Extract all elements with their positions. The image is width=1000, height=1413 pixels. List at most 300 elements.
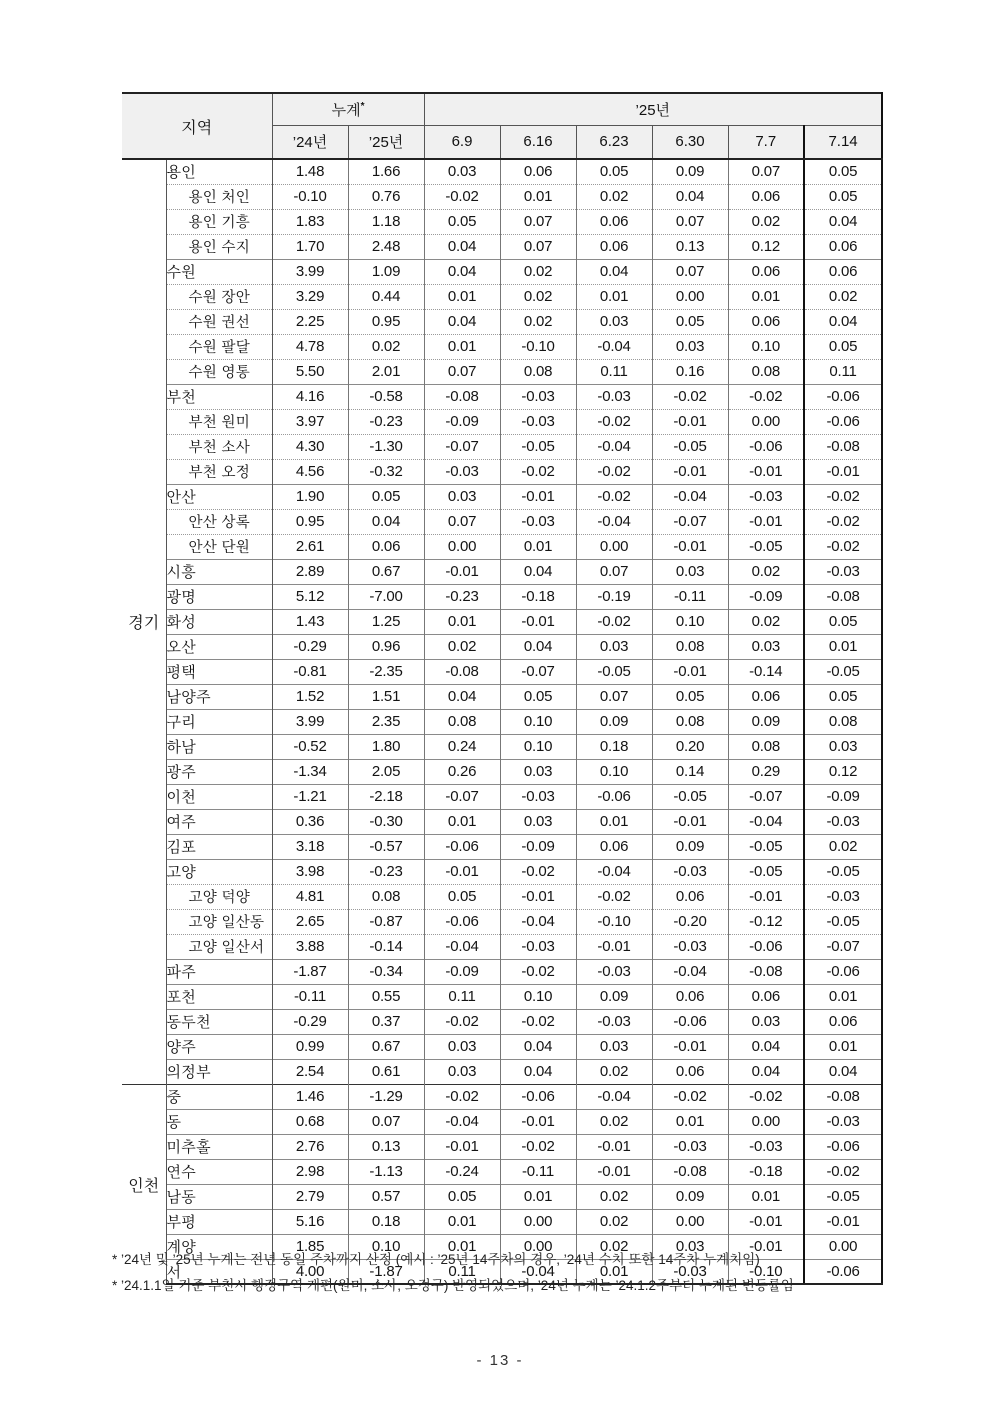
value-cell: 0.00 (500, 1209, 576, 1234)
value-cell: 0.01 (424, 809, 500, 834)
value-cell: -0.11 (652, 584, 728, 609)
value-cell: 0.04 (500, 634, 576, 659)
value-cell: 0.04 (424, 259, 500, 284)
value-cell: 3.18 (272, 834, 348, 859)
region-name-cell: 화성 (166, 609, 272, 634)
table-row (122, 509, 882, 534)
value-cell: 0.00 (728, 1109, 804, 1134)
value-cell: 0.01 (500, 1184, 576, 1209)
value-cell: 0.02 (728, 209, 804, 234)
region-name-cell: 부천 (166, 384, 272, 409)
value-cell: 0.03 (652, 559, 728, 584)
value-cell: 0.03 (500, 809, 576, 834)
value-cell: 2.01 (348, 359, 424, 384)
value-cell: -0.04 (500, 1259, 576, 1284)
region-name-cell: 고양 일산서 (166, 934, 272, 959)
value-cell: -0.03 (804, 809, 882, 834)
value-cell: -0.01 (652, 1034, 728, 1059)
value-cell: -7.00 (348, 584, 424, 609)
value-cell: -0.01 (652, 809, 728, 834)
value-cell: -0.06 (500, 1084, 576, 1109)
table-row (122, 459, 882, 484)
value-cell: 0.03 (424, 1034, 500, 1059)
value-cell: -0.08 (728, 959, 804, 984)
value-cell: 0.09 (728, 709, 804, 734)
value-cell: 0.06 (576, 209, 652, 234)
value-cell: 0.11 (576, 359, 652, 384)
value-cell: -0.12 (728, 909, 804, 934)
table-row (122, 1209, 882, 1234)
value-cell: 0.05 (652, 309, 728, 334)
value-cell: 1.70 (272, 234, 348, 259)
value-cell: 0.09 (652, 1184, 728, 1209)
value-cell: 0.01 (500, 534, 576, 559)
value-cell: -0.05 (576, 659, 652, 684)
region-name-cell: 연수 (166, 1159, 272, 1184)
value-cell: -0.01 (500, 1109, 576, 1134)
value-cell: 1.46 (272, 1084, 348, 1109)
value-cell: -0.03 (652, 934, 728, 959)
value-cell: 0.67 (348, 1034, 424, 1059)
value-cell: 0.01 (576, 809, 652, 834)
header-col-week-7-14: 7.14 (804, 125, 882, 159)
value-cell: -0.02 (424, 1009, 500, 1034)
value-cell: 0.03 (652, 334, 728, 359)
value-cell: -0.07 (424, 784, 500, 809)
value-cell: -1.13 (348, 1159, 424, 1184)
value-cell: 0.10 (576, 759, 652, 784)
value-cell: -0.09 (500, 834, 576, 859)
value-cell: -0.02 (500, 1009, 576, 1034)
value-cell: -0.04 (576, 334, 652, 359)
value-cell: -0.02 (728, 1084, 804, 1109)
value-cell: 0.07 (500, 209, 576, 234)
value-cell: 2.65 (272, 909, 348, 934)
value-cell: 0.04 (500, 1059, 576, 1084)
table-row (122, 1159, 882, 1184)
value-cell: 0.06 (652, 1059, 728, 1084)
value-cell: 2.25 (272, 309, 348, 334)
value-cell: 0.08 (424, 709, 500, 734)
value-cell: -0.01 (424, 859, 500, 884)
header-cumulative-label: 누계 (331, 101, 361, 119)
value-cell: 0.02 (576, 184, 652, 209)
value-cell: 0.05 (804, 159, 882, 184)
value-cell: 0.01 (424, 334, 500, 359)
value-cell: 0.06 (804, 259, 882, 284)
value-cell: 0.02 (500, 259, 576, 284)
value-cell: 2.61 (272, 534, 348, 559)
value-cell: 0.04 (804, 1059, 882, 1084)
value-cell: -0.01 (728, 884, 804, 909)
value-cell: 1.25 (348, 609, 424, 634)
value-cell: -0.02 (500, 959, 576, 984)
value-cell: 0.05 (500, 684, 576, 709)
province-label: 인천 (122, 1084, 166, 1284)
value-cell: 5.12 (272, 584, 348, 609)
table-row (122, 159, 882, 184)
value-cell: -0.05 (652, 434, 728, 459)
value-cell: -0.11 (500, 1159, 576, 1184)
value-cell: -0.23 (348, 409, 424, 434)
region-name-cell: 여주 (166, 809, 272, 834)
value-cell: 0.06 (348, 534, 424, 559)
value-cell: 0.05 (804, 334, 882, 359)
value-cell: -0.01 (500, 884, 576, 909)
value-cell: 0.02 (728, 559, 804, 584)
value-cell: 0.06 (576, 234, 652, 259)
value-cell: -0.30 (348, 809, 424, 834)
table-row (122, 1034, 882, 1059)
value-cell: 0.04 (804, 309, 882, 334)
value-cell: 0.01 (728, 284, 804, 309)
value-cell: 0.18 (348, 1209, 424, 1234)
value-cell: -0.01 (652, 459, 728, 484)
value-cell: -0.07 (424, 434, 500, 459)
value-cell: 0.36 (272, 809, 348, 834)
value-cell: 0.04 (348, 509, 424, 534)
value-cell: 0.00 (728, 409, 804, 434)
table-row (122, 184, 882, 209)
value-cell: -0.08 (424, 384, 500, 409)
footnote-1: * ’24년 및 ’25년 누계는 전년 동일 주차까지 산정 (예시 : ’25년 14주차의 경우, ’24년 수치 또한 14주차 누계치임) (112, 1252, 760, 1267)
value-cell: 0.02 (576, 1234, 652, 1259)
value-cell: 0.37 (348, 1009, 424, 1034)
value-cell: -0.03 (728, 1134, 804, 1159)
value-cell: -0.05 (728, 859, 804, 884)
value-cell: 0.03 (424, 484, 500, 509)
value-cell: 0.02 (424, 634, 500, 659)
value-cell: 1.51 (348, 684, 424, 709)
value-cell: -0.04 (652, 959, 728, 984)
value-cell: 0.01 (576, 1259, 652, 1284)
region-name-cell: 수원 영통 (166, 359, 272, 384)
value-cell: 0.10 (500, 984, 576, 1009)
value-cell: 0.07 (576, 559, 652, 584)
value-cell: -0.01 (652, 409, 728, 434)
table-row (122, 284, 882, 309)
value-cell: 5.16 (272, 1209, 348, 1234)
value-cell: -0.23 (424, 584, 500, 609)
table-row (122, 209, 882, 234)
value-cell: -0.01 (728, 1234, 804, 1259)
table-body (122, 159, 882, 1284)
value-cell: 1.43 (272, 609, 348, 634)
value-cell: 0.67 (348, 559, 424, 584)
value-cell: 3.98 (272, 859, 348, 884)
region-name-cell: 이천 (166, 784, 272, 809)
table-row (122, 1084, 882, 1109)
value-cell: 0.01 (576, 284, 652, 309)
value-cell: 0.02 (804, 284, 882, 309)
table-row (122, 259, 882, 284)
value-cell: 0.08 (728, 359, 804, 384)
value-cell: 4.56 (272, 459, 348, 484)
value-cell: -0.32 (348, 459, 424, 484)
table-row (122, 359, 882, 384)
value-cell: -2.35 (348, 659, 424, 684)
value-cell: -0.05 (804, 1184, 882, 1209)
region-name-cell: 오산 (166, 634, 272, 659)
value-cell: 0.07 (348, 1109, 424, 1134)
value-cell: -0.11 (272, 984, 348, 1009)
value-cell: 0.01 (804, 634, 882, 659)
region-name-cell: 안산 (166, 484, 272, 509)
value-cell: 0.07 (424, 359, 500, 384)
table-row (122, 909, 882, 934)
value-cell: -0.05 (804, 909, 882, 934)
value-cell: 0.06 (804, 234, 882, 259)
region-name-cell: 파주 (166, 959, 272, 984)
value-cell: -0.01 (728, 1209, 804, 1234)
value-cell: 1.09 (348, 259, 424, 284)
value-cell: -1.34 (272, 759, 348, 784)
value-cell: 0.99 (272, 1034, 348, 1059)
value-cell: 0.05 (424, 209, 500, 234)
value-cell: 0.03 (500, 759, 576, 784)
value-cell: 0.03 (728, 634, 804, 659)
value-cell: 0.04 (728, 1034, 804, 1059)
table-row (122, 584, 882, 609)
value-cell: -0.05 (728, 534, 804, 559)
value-cell: -0.02 (500, 459, 576, 484)
value-cell: -0.03 (652, 859, 728, 884)
value-cell: 4.16 (272, 384, 348, 409)
value-cell: 0.02 (576, 1109, 652, 1134)
value-cell: -0.03 (576, 1009, 652, 1034)
value-cell: -0.08 (804, 584, 882, 609)
value-cell: 0.03 (576, 634, 652, 659)
region-name-cell: 동두천 (166, 1009, 272, 1034)
value-cell: 0.02 (576, 1209, 652, 1234)
value-cell: -0.03 (804, 1109, 882, 1134)
table-row (122, 609, 882, 634)
value-cell: -0.01 (424, 559, 500, 584)
value-cell: -0.29 (272, 1009, 348, 1034)
value-cell: -0.18 (728, 1159, 804, 1184)
value-cell: -0.04 (576, 509, 652, 534)
value-cell: 0.03 (576, 1034, 652, 1059)
value-cell: 0.06 (728, 259, 804, 284)
region-name-cell: 용인 (166, 159, 272, 184)
region-name-cell: 광주 (166, 759, 272, 784)
value-cell: 0.04 (424, 684, 500, 709)
value-cell: -0.04 (576, 859, 652, 884)
value-cell: 0.95 (348, 309, 424, 334)
value-cell: -0.04 (576, 1084, 652, 1109)
value-cell: -0.10 (576, 909, 652, 934)
table-row (122, 334, 882, 359)
region-name-cell: 광명 (166, 584, 272, 609)
value-cell: -0.09 (804, 784, 882, 809)
value-cell: 0.01 (804, 984, 882, 1009)
region-name-cell: 계양 (166, 1234, 272, 1259)
value-cell: -0.20 (652, 909, 728, 934)
value-cell: -0.02 (804, 534, 882, 559)
value-cell: 0.09 (652, 834, 728, 859)
value-cell: -0.06 (804, 1259, 882, 1284)
value-cell: 0.03 (652, 1234, 728, 1259)
value-cell: -1.30 (348, 434, 424, 459)
value-cell: 0.05 (652, 684, 728, 709)
value-cell: -0.03 (500, 409, 576, 434)
value-cell: -0.01 (500, 609, 576, 634)
value-cell: -0.03 (804, 884, 882, 909)
value-cell: 0.12 (804, 759, 882, 784)
region-name-cell: 동 (166, 1109, 272, 1134)
value-cell: -0.06 (576, 784, 652, 809)
value-cell: -0.09 (424, 409, 500, 434)
value-cell: 0.13 (652, 234, 728, 259)
value-cell: 0.06 (728, 984, 804, 1009)
value-cell: -0.07 (500, 659, 576, 684)
value-cell: -0.87 (348, 909, 424, 934)
region-name-cell: 미추홀 (166, 1134, 272, 1159)
value-cell: 0.00 (576, 534, 652, 559)
header-region: 지역 (122, 93, 272, 159)
value-cell: -0.08 (804, 434, 882, 459)
value-cell: 0.06 (728, 309, 804, 334)
value-cell: 0.10 (500, 709, 576, 734)
value-cell: 3.97 (272, 409, 348, 434)
region-name-cell: 서 (166, 1259, 272, 1284)
value-cell: -0.10 (728, 1259, 804, 1284)
table-row (122, 1009, 882, 1034)
value-cell: 0.14 (652, 759, 728, 784)
value-cell: -0.02 (804, 509, 882, 534)
table-row (122, 684, 882, 709)
region-name-cell: 수원 팔달 (166, 334, 272, 359)
value-cell: 3.99 (272, 709, 348, 734)
value-cell: -0.09 (424, 959, 500, 984)
region-name-cell: 수원 (166, 259, 272, 284)
value-cell: -0.06 (728, 434, 804, 459)
value-cell: -0.02 (576, 484, 652, 509)
value-cell: -2.18 (348, 784, 424, 809)
table-row (122, 1059, 882, 1084)
region-name-cell: 용인 처인 (166, 184, 272, 209)
value-cell: 0.02 (348, 334, 424, 359)
value-cell: -0.01 (576, 934, 652, 959)
value-cell: -0.24 (424, 1159, 500, 1184)
table-row (122, 484, 882, 509)
table-row (122, 1109, 882, 1134)
value-cell: 0.03 (576, 309, 652, 334)
value-cell: -0.03 (576, 384, 652, 409)
value-cell: 2.35 (348, 709, 424, 734)
value-cell: 0.44 (348, 284, 424, 309)
value-cell: 2.05 (348, 759, 424, 784)
table-row (122, 1184, 882, 1209)
header-col-week-6-16: 6.16 (500, 125, 576, 159)
value-cell: 0.04 (804, 209, 882, 234)
value-cell: 0.02 (576, 1059, 652, 1084)
value-cell: -0.01 (576, 1159, 652, 1184)
value-cell: 1.48 (272, 159, 348, 184)
value-cell: 1.18 (348, 209, 424, 234)
value-cell: -0.03 (652, 1134, 728, 1159)
region-name-cell: 평택 (166, 659, 272, 684)
value-cell: -0.34 (348, 959, 424, 984)
value-cell: 0.05 (804, 684, 882, 709)
value-cell: 0.08 (652, 709, 728, 734)
header-cumulative (272, 93, 424, 125)
value-cell: 1.52 (272, 684, 348, 709)
value-cell: 0.00 (500, 1234, 576, 1259)
region-name-cell: 양주 (166, 1034, 272, 1059)
table-row (122, 234, 882, 259)
value-cell: 2.89 (272, 559, 348, 584)
value-cell: 0.07 (424, 509, 500, 534)
value-cell: 0.00 (804, 1234, 882, 1259)
value-cell: -0.02 (576, 609, 652, 634)
value-cell: 1.85 (272, 1234, 348, 1259)
table-row (122, 959, 882, 984)
value-cell: 0.07 (500, 234, 576, 259)
region-name-cell: 안산 상록 (166, 509, 272, 534)
table-row (122, 784, 882, 809)
value-cell: 0.03 (424, 159, 500, 184)
value-cell: 0.10 (652, 609, 728, 634)
value-cell: 0.07 (728, 159, 804, 184)
table-row (122, 559, 882, 584)
table-row (122, 384, 882, 409)
value-cell: 0.04 (728, 1059, 804, 1084)
value-cell: 0.04 (500, 1034, 576, 1059)
table-row (122, 884, 882, 909)
region-name-cell: 고양 일산동 (166, 909, 272, 934)
header-col-week-6-9: 6.9 (424, 125, 500, 159)
table-row (122, 534, 882, 559)
value-cell: -0.01 (652, 659, 728, 684)
value-cell: 0.24 (424, 734, 500, 759)
value-cell: 2.79 (272, 1184, 348, 1209)
value-cell: -0.03 (500, 509, 576, 534)
value-cell: -0.06 (652, 1009, 728, 1034)
value-cell: 0.01 (728, 1184, 804, 1209)
region-name-cell: 포천 (166, 984, 272, 1009)
value-cell: 0.05 (424, 1184, 500, 1209)
value-cell: -0.04 (728, 809, 804, 834)
region-name-cell: 남동 (166, 1184, 272, 1209)
value-cell: -0.04 (424, 1109, 500, 1134)
value-cell: 2.54 (272, 1059, 348, 1084)
value-cell: 3.88 (272, 934, 348, 959)
value-cell: 1.90 (272, 484, 348, 509)
region-name-cell: 용인 기흥 (166, 209, 272, 234)
value-cell: 0.09 (576, 984, 652, 1009)
value-cell: 0.04 (424, 234, 500, 259)
value-cell: 0.06 (500, 159, 576, 184)
region-name-cell: 남양주 (166, 684, 272, 709)
value-cell: -0.19 (576, 584, 652, 609)
value-cell: 0.01 (804, 1034, 882, 1059)
table-row (122, 759, 882, 784)
value-cell: -0.03 (424, 459, 500, 484)
value-cell: -0.08 (804, 1084, 882, 1109)
value-cell: -0.01 (804, 459, 882, 484)
value-cell: 4.00 (272, 1259, 348, 1284)
province-label: 경기 (122, 159, 166, 1084)
region-name-cell: 하남 (166, 734, 272, 759)
value-cell: 0.01 (424, 284, 500, 309)
value-cell: 0.09 (652, 159, 728, 184)
value-cell: -0.03 (576, 959, 652, 984)
value-cell: -1.87 (272, 959, 348, 984)
value-cell: 0.16 (652, 359, 728, 384)
header-col-cum-2024: ’24년 (272, 125, 348, 159)
value-cell: -0.03 (500, 784, 576, 809)
